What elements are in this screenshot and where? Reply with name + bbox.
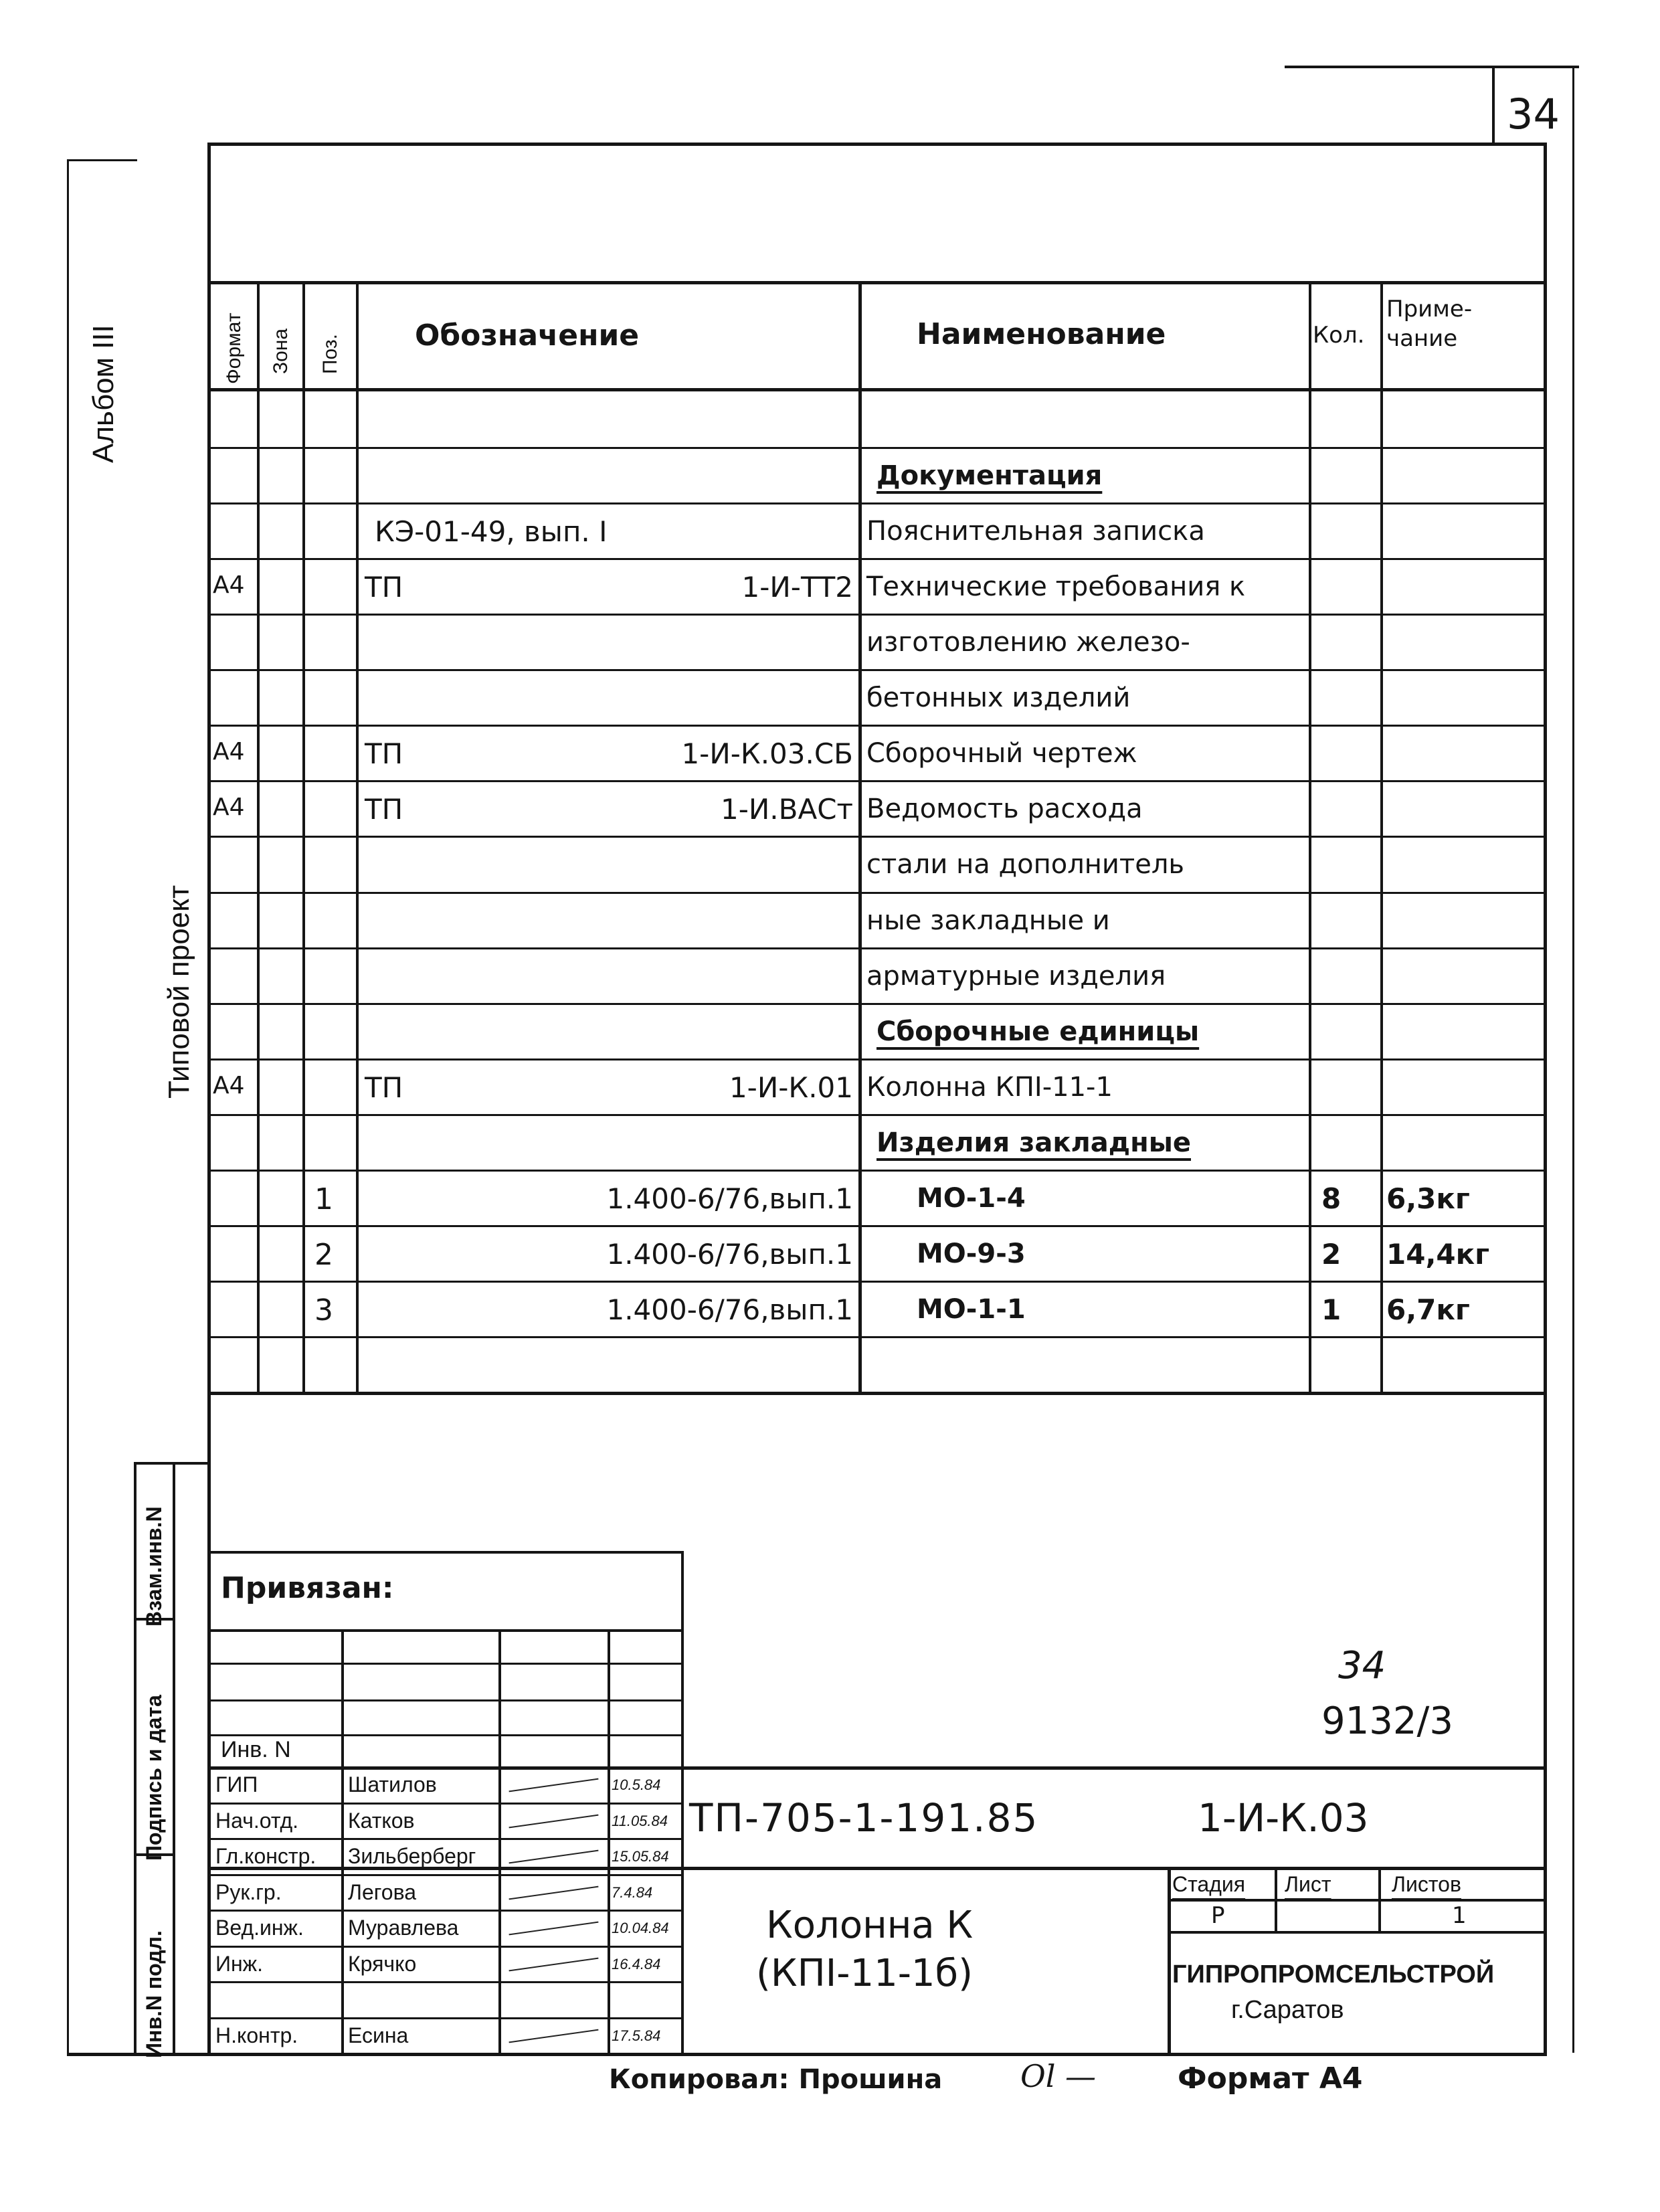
table-row	[0, 669, 1660, 725]
handwritten-signature	[509, 1886, 599, 1900]
signature-name: Легова	[348, 1880, 416, 1904]
signature-name: Шатилов	[348, 1772, 437, 1796]
signature-role: Гл.констр.	[215, 1844, 316, 1868]
table-row	[0, 614, 1660, 669]
cell-note: 6,3кг	[1386, 1182, 1470, 1215]
project-label: Типовой проект	[163, 885, 195, 1099]
signature-row	[0, 1981, 736, 2017]
signature-row	[0, 1910, 736, 1946]
table-row	[0, 1336, 1660, 1392]
podpis-label: Подпись и дата	[142, 1695, 166, 1861]
tb-row-c	[207, 1734, 684, 1736]
signature-name: Муравлева	[348, 1916, 459, 1940]
cell-format: А4	[213, 794, 245, 821]
vzam-label: Взам.инв.N	[142, 1506, 166, 1627]
signature-name: Зильберберг	[348, 1844, 476, 1868]
signature-row	[0, 1946, 736, 1982]
signature-row	[0, 1803, 736, 1839]
cell-name: Сборочные единицы	[877, 1016, 1200, 1047]
table-row	[0, 1170, 1660, 1225]
table-row	[0, 558, 1660, 614]
sheets-header: Листов	[1392, 1872, 1461, 1896]
sheets-value: 1	[1452, 1902, 1467, 1929]
inv-podl-label: Инв.N подл.	[142, 1930, 166, 2058]
inv-no-label: Инв. N	[221, 1737, 291, 1762]
sheet-number: 34	[1507, 90, 1560, 139]
signature-row	[0, 1766, 736, 1803]
top-frame-line	[1285, 66, 1579, 68]
signature-name: Крячко	[348, 1952, 417, 1976]
signature-date: 15.05.84	[612, 1848, 669, 1865]
header-qty: Кол.	[1313, 322, 1365, 349]
cell-designation: 1-И-К.03.СБ	[681, 737, 853, 770]
cell-designation: 1.400-6/76,вып.1	[606, 1238, 853, 1271]
cell-qty: 1	[1321, 1293, 1342, 1326]
doc-number: ТП-705-1-191.85	[689, 1795, 1039, 1841]
cell-name: Ведомость расхода	[866, 794, 1143, 824]
title-line1: Колонна К	[766, 1904, 974, 1947]
cell-pos: 2	[314, 1238, 333, 1272]
tb-row-a	[207, 1663, 684, 1665]
page-code: 34	[1338, 1644, 1386, 1687]
cell-doc-prefix: ТП	[365, 1071, 403, 1104]
cell-pos: 3	[314, 1293, 333, 1327]
signature-date: 7.4.84	[612, 1884, 653, 1901]
cell-name: Технические требования к	[866, 571, 1246, 602]
cell-name: изготовлению железо-	[866, 627, 1190, 658]
cell-name: МО-9-3	[917, 1238, 1026, 1269]
signature-row	[0, 1874, 736, 1910]
signature-date: 10.04.84	[612, 1920, 669, 1936]
cell-name: Колонна КПI-11-1	[866, 1072, 1113, 1103]
handwritten-signature	[509, 2029, 599, 2043]
table-row	[0, 1281, 1660, 1336]
handwritten-signature	[509, 1778, 599, 1792]
cell-note: 6,7кг	[1386, 1293, 1470, 1326]
signature-role: Вед.инж.	[215, 1916, 304, 1940]
signature-date: 16.4.84	[612, 1956, 661, 1972]
table-row	[0, 391, 1660, 447]
cell-name: стали на дополнитель	[866, 849, 1184, 880]
stage-row1	[1168, 1899, 1546, 1902]
spec-header-top	[207, 281, 1546, 284]
signature-date: 11.05.84	[612, 1813, 668, 1829]
table-row	[0, 447, 1660, 502]
page-code2: 9132/3	[1321, 1699, 1454, 1743]
album-label: Альбом III	[87, 325, 120, 463]
cell-doc-prefix: ТП	[365, 737, 403, 770]
cell-name: арматурные изделия	[866, 961, 1166, 992]
stage-box-left	[1168, 1867, 1171, 2056]
handwritten-signature	[509, 1958, 599, 1972]
stage-row2	[1168, 1931, 1546, 1934]
header-note: Приме- чание	[1386, 296, 1473, 353]
stage-col2	[1378, 1867, 1381, 1934]
org-line2: г.Саратов	[1231, 1996, 1344, 2024]
cell-doc-prefix: ТП	[365, 793, 403, 826]
signature-role: Инж.	[215, 1952, 263, 1976]
format-label: Формат А4	[1178, 2061, 1363, 2096]
cell-pos: 1	[314, 1182, 333, 1216]
header-zone: Зона	[270, 328, 292, 374]
privyazan-label: Привязан:	[221, 1571, 394, 1605]
cell-designation: 1.400-6/76,вып.1	[606, 1293, 853, 1326]
cell-name: ные закладные и	[866, 905, 1110, 936]
cell-format: А4	[213, 738, 245, 765]
org-line1: ГИПРОПРОМСЕЛЬСТРОЙ	[1172, 1960, 1495, 1989]
table-row	[0, 836, 1660, 891]
cell-designation: 1-И.ВАСт	[721, 793, 853, 826]
signature-row	[0, 2017, 736, 2053]
sheet-header: Лист	[1285, 1872, 1331, 1896]
table-row	[0, 1114, 1660, 1170]
cell-name: бетонных изделий	[866, 682, 1131, 713]
cell-designation: 1-И-ТТ2	[741, 571, 853, 604]
stage-col1	[1275, 1867, 1277, 1934]
cell-designation: 1.400-6/76,вып.1	[606, 1182, 853, 1215]
stage-header: Стадия	[1172, 1872, 1246, 1896]
header-pos: Поз.	[319, 334, 341, 374]
signature-row	[0, 1838, 736, 1874]
signature-date: 17.5.84	[612, 2027, 661, 2044]
table-row	[0, 780, 1660, 836]
signature-date: 10.5.84	[612, 1776, 661, 1793]
margin-top-line	[67, 159, 137, 161]
tb-row-b	[207, 1699, 684, 1701]
cell-designation: 1-И-К.01	[729, 1071, 853, 1104]
table-row	[0, 892, 1660, 947]
privyazan-bottom	[207, 1629, 684, 1632]
header-designation: Обозначение	[415, 318, 640, 353]
cell-doc-prefix: КЭ-01-49, вып. I	[375, 515, 608, 548]
signature-role: Нач.отд.	[215, 1809, 299, 1833]
cell-qty: 2	[1321, 1238, 1342, 1271]
copied-signature: Ol —	[1020, 2058, 1097, 2094]
header-name: Наименование	[917, 317, 1166, 351]
table-row	[0, 1003, 1660, 1058]
strip-top	[134, 1462, 211, 1465]
table-row	[0, 725, 1660, 780]
cell-name: Сборочный чертеж	[866, 738, 1137, 769]
title-line2: (КПI-11-1б)	[756, 1952, 973, 1995]
signature-name: Катков	[348, 1809, 415, 1833]
cell-name: МО-1-1	[917, 1294, 1026, 1325]
table-row	[0, 1058, 1660, 1114]
table-row	[0, 502, 1660, 558]
signature-role: ГИП	[215, 1772, 258, 1796]
signature-role: Рук.гр.	[215, 1880, 282, 1904]
signature-name: Есина	[348, 2023, 409, 2047]
signature-role: Н.контр.	[215, 2023, 298, 2047]
table-row	[0, 1225, 1660, 1281]
stage-value: Р	[1211, 1902, 1225, 1929]
handwritten-signature	[509, 1815, 599, 1829]
cell-name: Документация	[877, 460, 1103, 491]
cell-note: 14,4кг	[1386, 1238, 1490, 1271]
table-row	[0, 947, 1660, 1003]
sheet-box-left	[1492, 66, 1495, 143]
handwritten-signature	[509, 1922, 599, 1936]
cell-name: МО-1-4	[917, 1183, 1026, 1214]
header-format: Формат	[223, 312, 245, 384]
cell-doc-prefix: ТП	[365, 571, 403, 604]
copied-label: Копировал: Прошина	[609, 2064, 943, 2095]
cell-name: Изделия закладные	[877, 1127, 1191, 1158]
privyazan-top	[207, 1551, 684, 1554]
cell-qty: 8	[1321, 1182, 1342, 1215]
frame-top	[207, 143, 1546, 146]
spec-bottom	[207, 1392, 1546, 1395]
cell-format: А4	[213, 571, 245, 599]
doc-code: 1-И-К.03	[1198, 1795, 1369, 1841]
handwritten-signature	[509, 1850, 599, 1864]
cell-name: Пояснительная записка	[866, 516, 1205, 547]
cell-format: А4	[213, 1072, 245, 1099]
